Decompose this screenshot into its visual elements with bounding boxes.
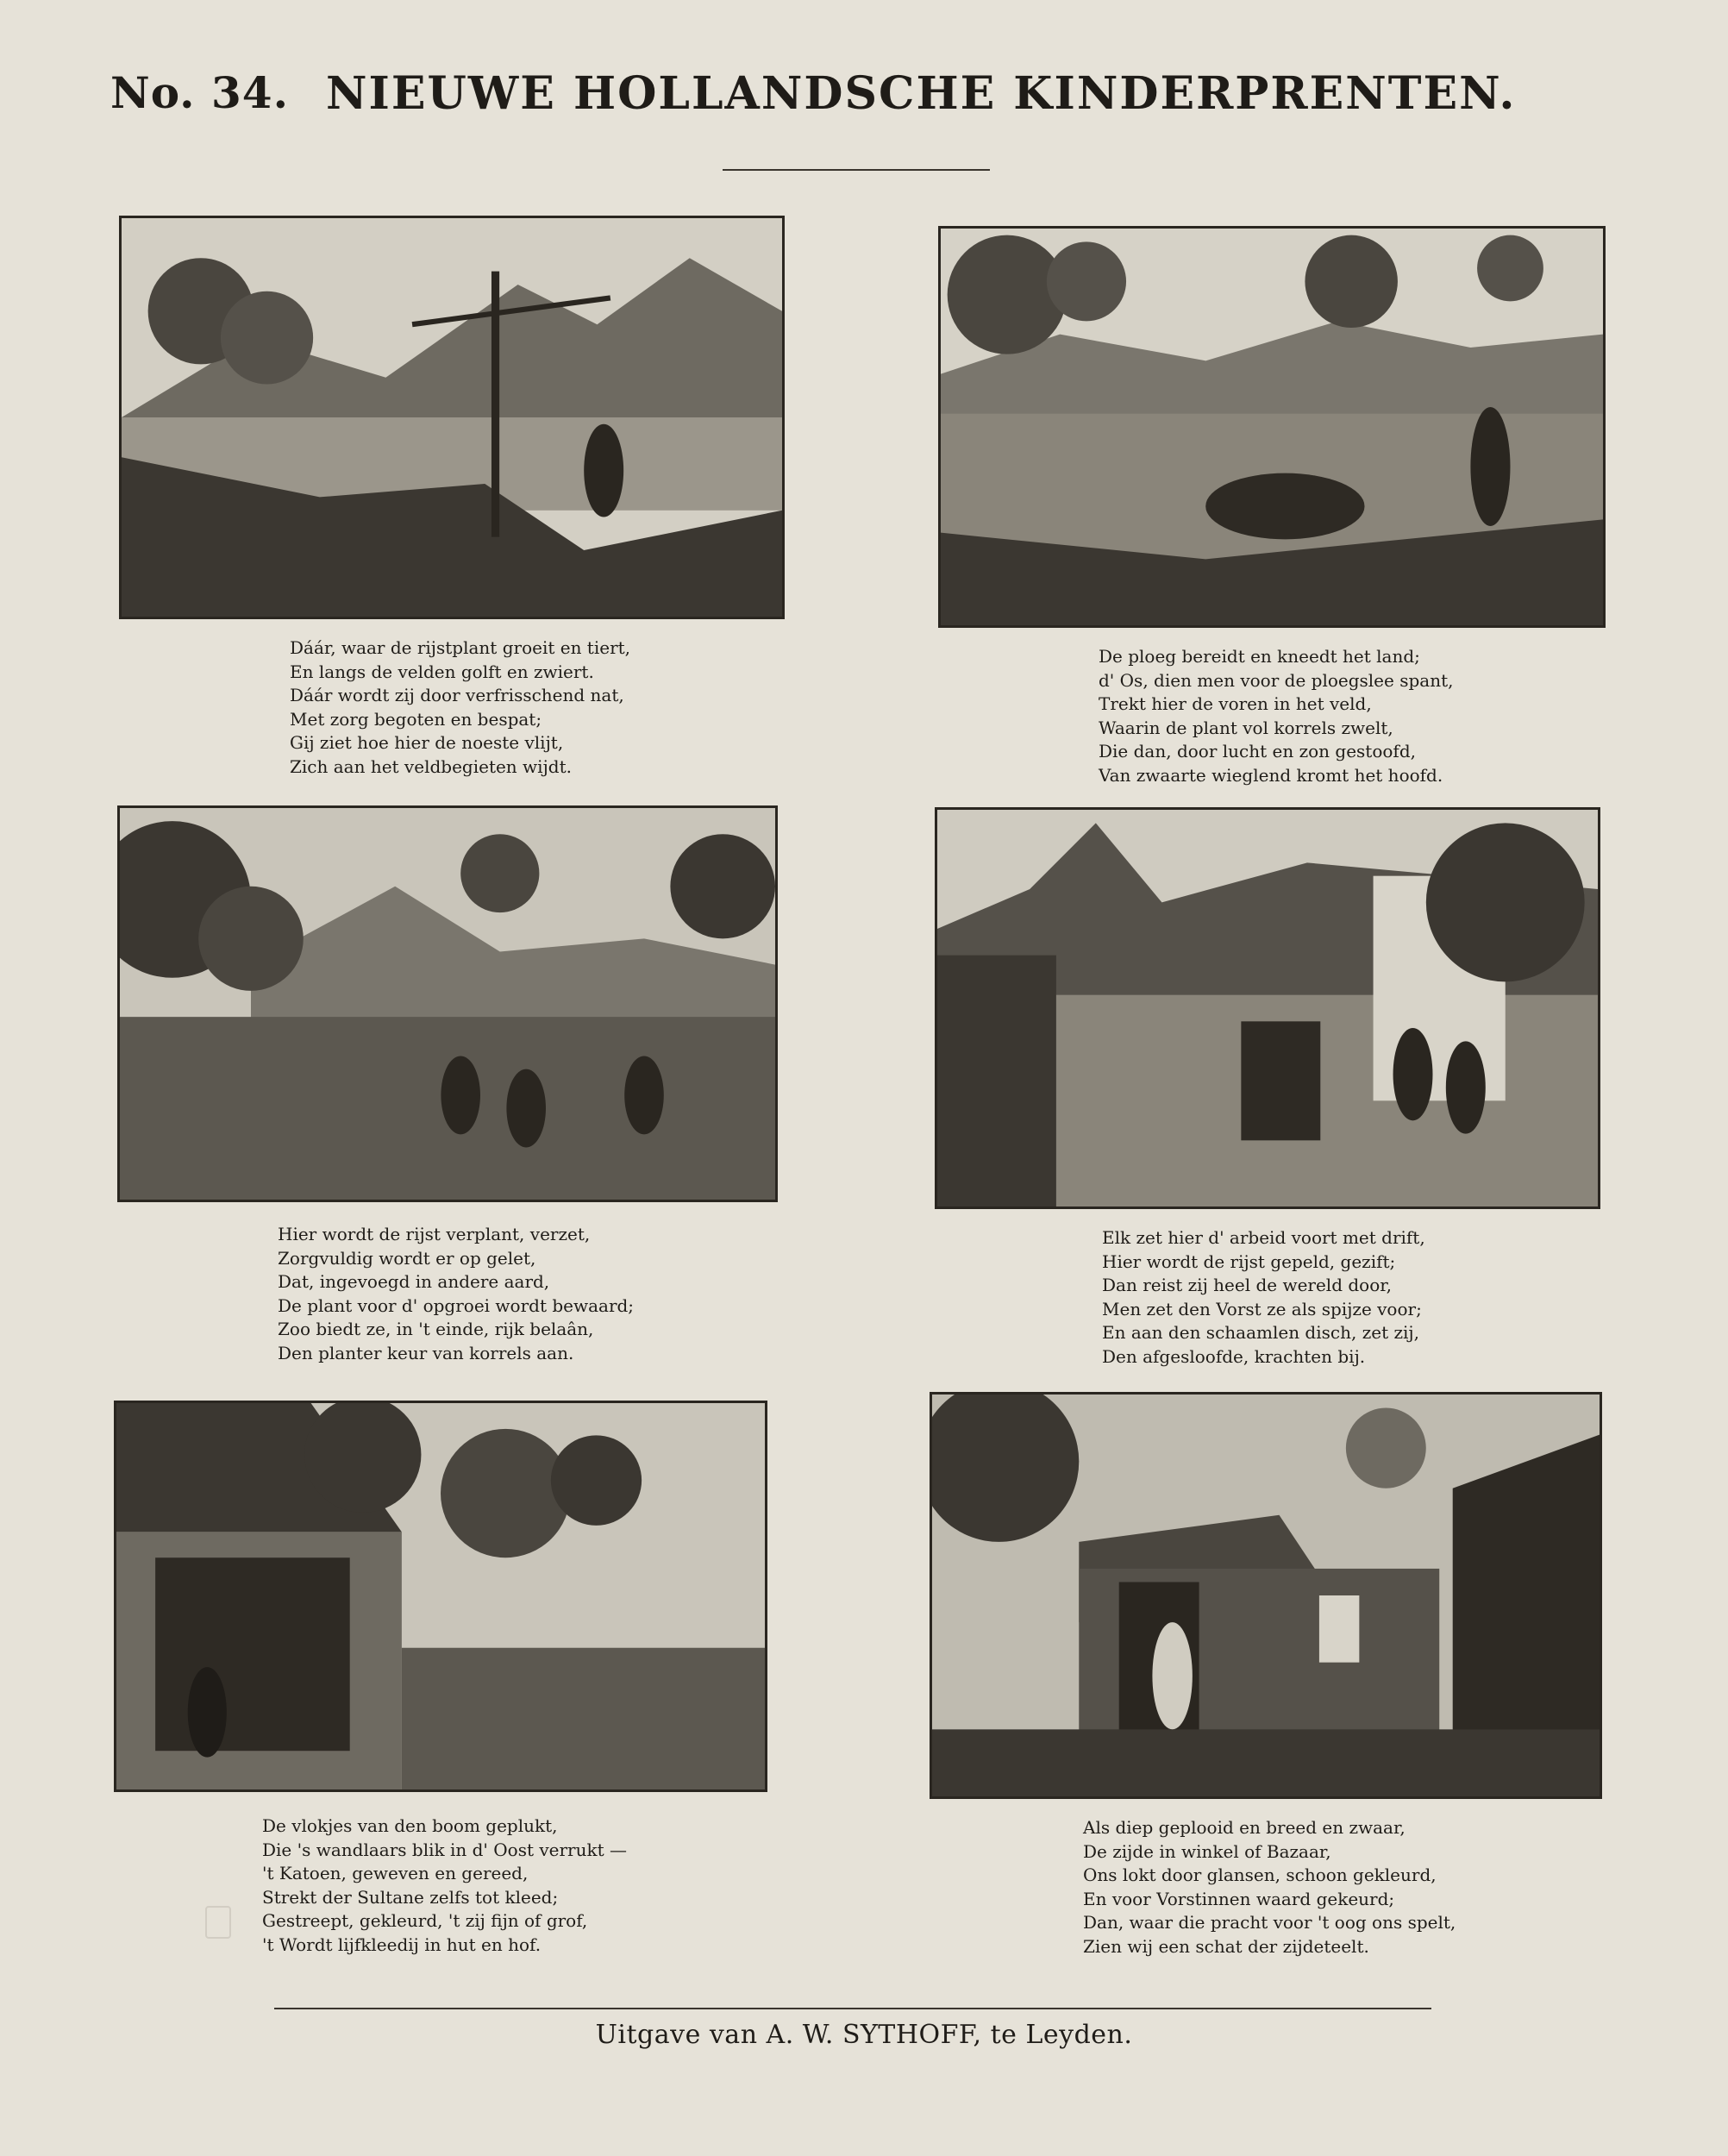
verse-line: Zien wij een schat der zijdeteelt. (1083, 1935, 1369, 1957)
engraving-transplanting (120, 808, 775, 1200)
engraving-ploughing (941, 229, 1603, 625)
verse-line: Van zwaarte wieglend kromt het hoofd. (1099, 764, 1443, 786)
verse-line: Die 's wandlaars blik in d' Oost verrukt — (262, 1839, 628, 1860)
verse-line: En voor Vorstinnen waard gekeurd; (1083, 1888, 1395, 1909)
verse-5 (262, 1814, 627, 1957)
engraving-cotton (116, 1403, 765, 1789)
verse-line: En langs de velden golft en zwiert. (290, 661, 594, 682)
verse-line: 't Wordt lijfkleedij in hut en hof. (262, 1934, 542, 1955)
collection-stamp (205, 1906, 231, 1939)
verse-line: Dan, waar die pracht voor 't oog ons spelt, (1083, 1912, 1456, 1933)
verse-line: d' Os, dien men voor de ploegslee spant, (1099, 669, 1454, 691)
verse-line: Zorgvuldig wordt er op gelet, (278, 1247, 536, 1269)
verse-3 (278, 1223, 634, 1365)
verse-line: De vlokjes van den boom geplukt, (262, 1815, 558, 1836)
sheet-number: No. 34. (110, 67, 289, 118)
verse-line: Den afgesloofde, krachten bij. (1102, 1345, 1366, 1367)
verse-line: Hier wordt de rijst gepeld, gezift; (1102, 1250, 1396, 1272)
print-ploughing (938, 226, 1606, 628)
verse-line: De ploeg bereidt en kneedt het land; (1099, 646, 1420, 667)
verse-line: Strekt der Sultane zelfs tot kleed; (262, 1886, 559, 1908)
verse-line: En aan den schaamlen disch, zet zij, (1102, 1322, 1419, 1343)
engraving-hulling (937, 810, 1598, 1206)
verse-line: Met zorg begoten en bespat; (290, 708, 542, 730)
verse-line: Dáár wordt zij door verfrisschend nat, (290, 685, 624, 705)
title-divider (723, 169, 990, 171)
verse-line: De zijde in winkel of Bazaar, (1083, 1840, 1331, 1862)
publisher-imprint: Uitgave van A. W. SYTHOFF, te Leyden. (595, 2020, 1133, 2050)
verse-line: Dan reist zij heel de wereld door, (1102, 1275, 1392, 1295)
print-transplanting (117, 805, 778, 1202)
verse-line: Den planter keur van korrels aan. (278, 1342, 574, 1363)
verse-line: Die dan, door lucht en zon gestoofd, (1099, 741, 1416, 761)
footer-divider (274, 2008, 1431, 2009)
engraving-rice-watering (122, 218, 782, 617)
verse-line: Gij ziet hoe hier de noeste vlijt, (290, 732, 564, 753)
verse-2 (1099, 645, 1453, 787)
verse-line: 't Katoen, geweven en gereed, (262, 1863, 529, 1883)
verse-line: Gestreept, gekleurd, 't zij fijn of grof, (262, 1910, 588, 1931)
verse-line: Hier wordt de rijst verplant, verzet, (278, 1224, 591, 1244)
verse-line: De plant voor d' opgroei wordt bewaard; (278, 1294, 635, 1316)
sheet-title: NIEUWE HOLLANDSCHE KINDERPRENTEN. (326, 67, 1517, 120)
verse-line: Dat, ingevoegd in andere aard, (278, 1271, 550, 1292)
print-hulling (935, 807, 1600, 1209)
verse-line: Elk zet hier d' arbeid voort met drift, (1102, 1227, 1425, 1248)
verse-line: Ons lokt door glansen, schoon gekleurd, (1083, 1865, 1437, 1885)
verse-1 (290, 636, 630, 779)
verse-line: Waarin de plant vol korrels zwelt, (1099, 717, 1393, 738)
verse-line: Dáár, waar de rijstplant groeit en tiert, (290, 637, 631, 658)
print-cotton (114, 1401, 767, 1792)
print-rice-watering (119, 216, 785, 619)
verse-4 (1102, 1226, 1425, 1369)
verse-line: Als diep geplooid en breed en zwaar, (1083, 1817, 1406, 1838)
verse-line: Zich aan het veldbegieten wijdt. (290, 755, 572, 777)
verse-line: Trekt hier de voren in het veld, (1099, 693, 1372, 714)
print-silk (930, 1392, 1602, 1799)
verse-line: Men zet den Vorst ze als spijze voor; (1102, 1298, 1422, 1319)
verse-line: Zoo biedt ze, in 't einde, rijk belaân, (278, 1319, 594, 1339)
engraving-silk (932, 1395, 1600, 1796)
verse-6 (1083, 1816, 1456, 1959)
